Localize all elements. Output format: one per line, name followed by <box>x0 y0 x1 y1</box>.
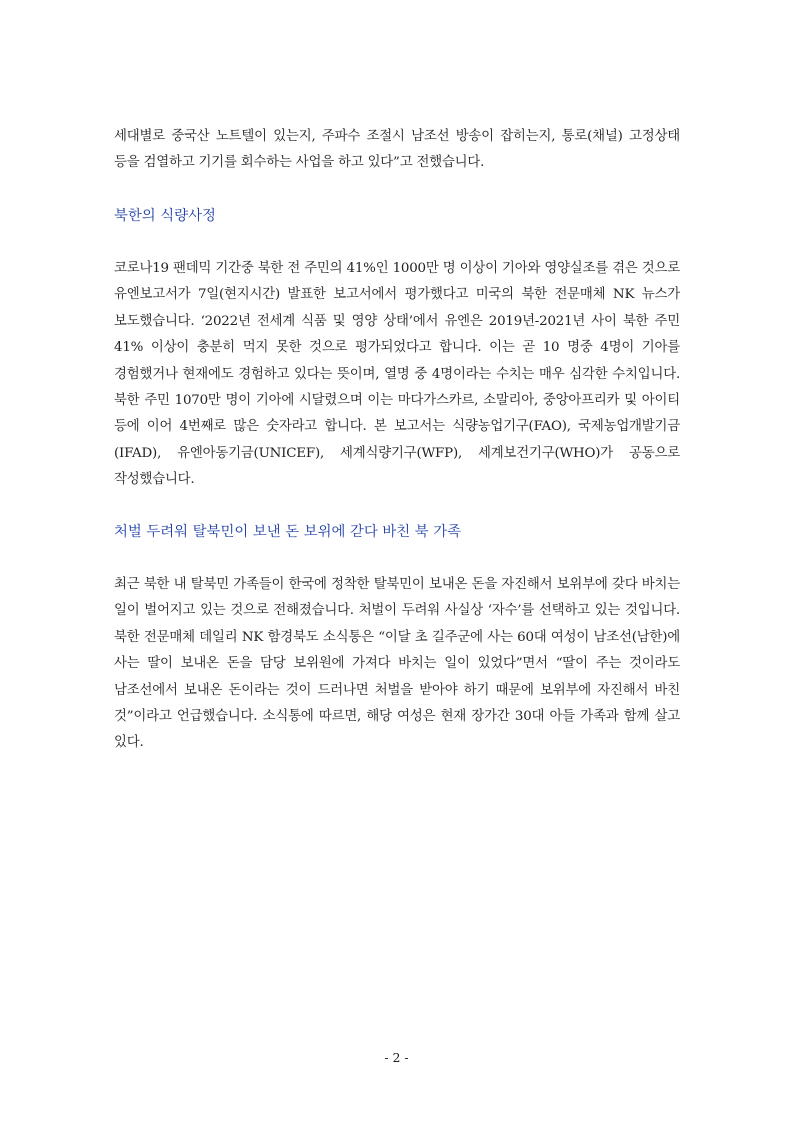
paragraph-punishment: 최근 북한 내 탈북민 가족들이 한국에 정착한 탈북민이 보내온 돈을 자진해서 보위부에 갖다 바치는 일이 벌어지고 있는 것으로 전해졌습니다. 처벌이 두려워 사실상 ‘자수’를 선택하고 있는 것입니다. 북한 전문매체 데일리 NK 함경북도 소식통은 “이달 초 길주군에 사는 60대 여성이 남조선(남한)에 사는 딸이 보내온 돈을 담당 보위원에 가져다 바치는 일이 있었다”면서 “딸이 주는 것이라도 남조선에서 보내온 돈이라는 것이 드러나면 처벌을 받아야 하기 때문에 보위부에 자진해서 바친 것”이라고 언급했습니다. 소식통에 따르면, 해당 여성은 현재 장가간 30대 아들 가족과 함께 살고 있다. <box>114 577 680 751</box>
paragraph-intro: 세대별로 중국산 노트텔이 있는지, 주파수 조절시 남조선 방송이 잡히는지, 통로(채널) 고정상태 등을 검열하고 기기를 회수하는 사업을 하고 있다”고 전했습니다. <box>114 129 680 171</box>
paragraph-food-situation: 코로나19 팬데믹 기간중 북한 전 주민의 41%인 1000만 명 이상이 기아와 영양실조를 겪은 것으로 유엔보고서가 7일(현지시간) 발표한 보고서에서 평가했다고 미국의 북한 전문매체 NK 뉴스가 보도했습니다. ‘2022년 전세계 식품 및 영양 상태’에서 유엔은 2019년-2021년 사이 북한 주민 41% 이상이 충분히 먹지 못한 것으로 평가되었다고 합니다. 이는 곧 10 명중 4명이 기아를 경험했거나 현재에도 경험하고 있다는 뜻이며, 열명 중 4명이라는 수치는 매우 심각한 수치입니다. 북한 주민 1070만 명이 기아에 시달렸으며 이는 마다가스카르, 소말리아, 중앙아프리카 및 아이티 등에 이어 4번째로 많은 숫자라고 합니다. 본 보고서는 식량농업기구(FAO), 국제농업개발기금(IFAD), 유엔아동기금(UNICEF), 세계식량기구(WFP), 세계보건기구(WHO)가 공동으로 작성했습니다. <box>114 261 680 488</box>
section-heading-food-situation: 북한의 식량사정 <box>114 208 216 224</box>
section-heading-punishment: 처벌 두려워 탈북민이 보낸 돈 보위에 갇다 바친 북 가족 <box>114 524 462 540</box>
page-number: - 2 - <box>384 1050 409 1065</box>
